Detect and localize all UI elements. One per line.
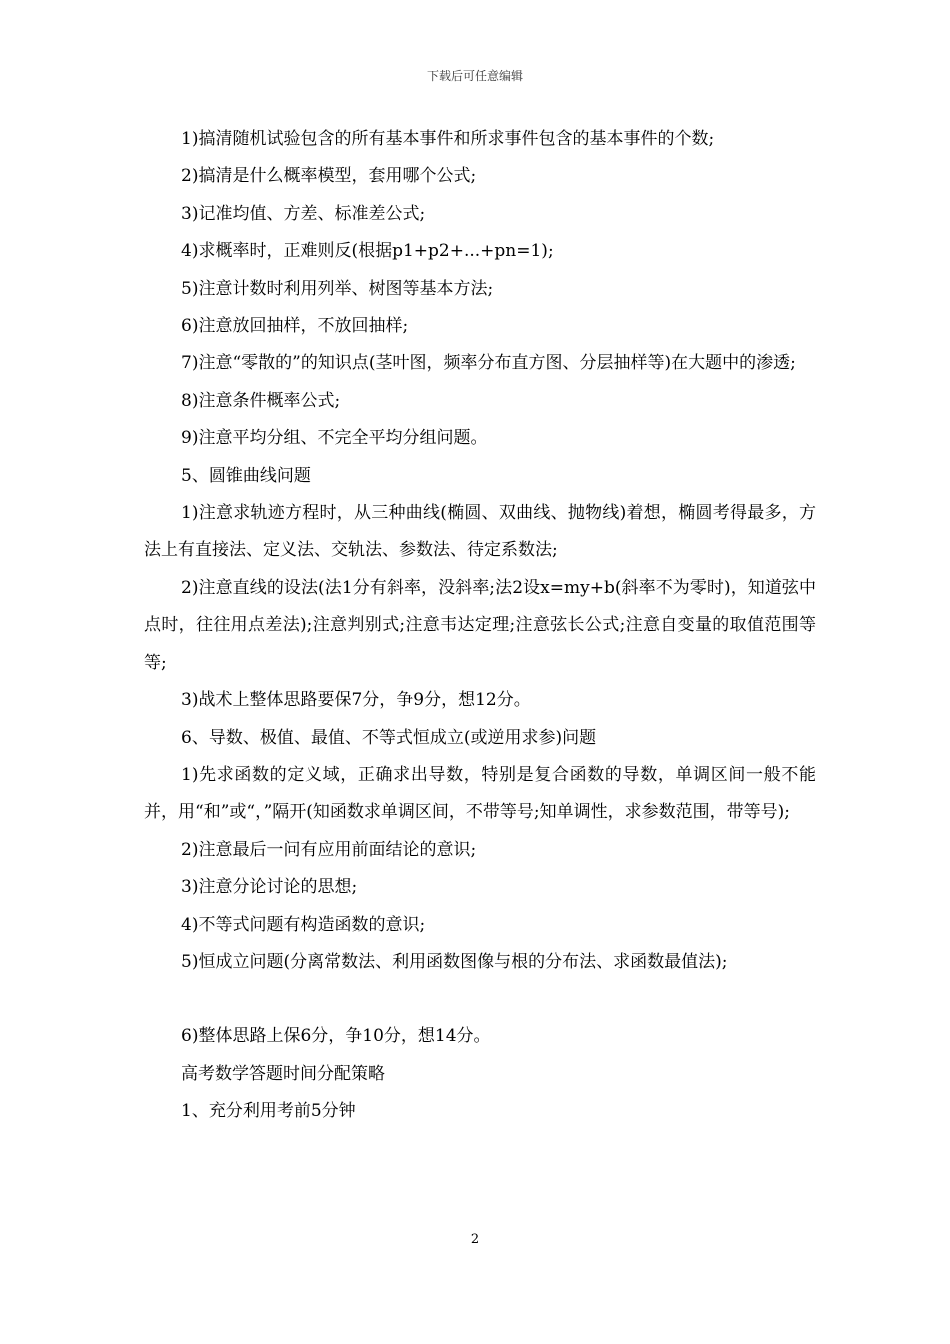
paragraph: 8)注意条件概率公式;: [181, 390, 341, 411]
page-header: 下载后可任意编辑: [426, 69, 523, 83]
paragraph: 6)整体思路上保6分，争10分，想14分。: [181, 1026, 491, 1047]
paragraph: 1)搞清随机试验包含的所有基本事件和所求事件包含的基本事件的个数;: [181, 129, 715, 149]
section-heading: 6、导数、极值、最值、不等式恒成立(或逆用求参)问题: [181, 727, 597, 748]
page-number: 2: [470, 1232, 480, 1247]
blank-line: [144, 981, 816, 1018]
paragraph: 7)注意“零散的”的知识点(茎叶图，频率分布直方图、分层抽样等)在大题中的渗透;: [181, 353, 796, 374]
paragraph: 1、充分利用考前5分钟: [181, 1101, 356, 1122]
paragraph: 6)注意放回抽样，不放回抽样;: [181, 316, 409, 337]
paragraph: 2)搞清是什么概率模型，套用哪个公式;: [181, 166, 477, 187]
paragraph: 2)注意直线的设法(法1分有斜率，没斜率;法2设x=my+b(斜率不为零时)，知道弦中点时，往往用点差法);注意判别式;注意韦达定理;注意弦长公式;注意自变量的取值范围等等;: [144, 577, 816, 673]
paragraph: 1)先求函数的定义域，正确求出导数，特别是复合函数的导数，单调区间一般不能并，用“和”或“，”隔开(知函数求单调区间，不带等号;知单调性，求参数范围，带等号);: [144, 764, 816, 823]
document-body: [144, 121, 816, 1131]
paragraph: 1)注意求轨迹方程时，从三种曲线(椭圆、双曲线、抛物线)着想，椭圆考得最多，方法上有直接法、定义法、交轨法、参数法、待定系数法;: [144, 503, 816, 561]
paragraph: 9)注意平均分组、不完全平均分组问题。: [181, 428, 488, 449]
paragraph: 2)注意最后一问有应用前面结论的意识;: [181, 839, 477, 860]
paragraph: 4)不等式问题有构造函数的意识;: [181, 914, 426, 935]
paragraph: 5)恒成立问题(分离常数法、利用函数图像与根的分布法、求函数最值法);: [181, 951, 728, 972]
paragraph: 3)战术上整体思路要保7分，争9分，想12分。: [181, 690, 531, 711]
paragraph: 4)求概率时，正难则反(根据p1+p2+...+pn=1);: [181, 241, 554, 262]
paragraph: 3)记准均值、方差、标准差公式;: [181, 203, 426, 224]
paragraph: 3)注意分论讨论的思想;: [181, 877, 358, 898]
section-heading: 高考数学答题时间分配策略: [181, 1063, 385, 1084]
paragraph: 5)注意计数时利用列举、树图等基本方法;: [181, 278, 494, 299]
section-heading: 5、圆锥曲线问题: [181, 465, 311, 486]
